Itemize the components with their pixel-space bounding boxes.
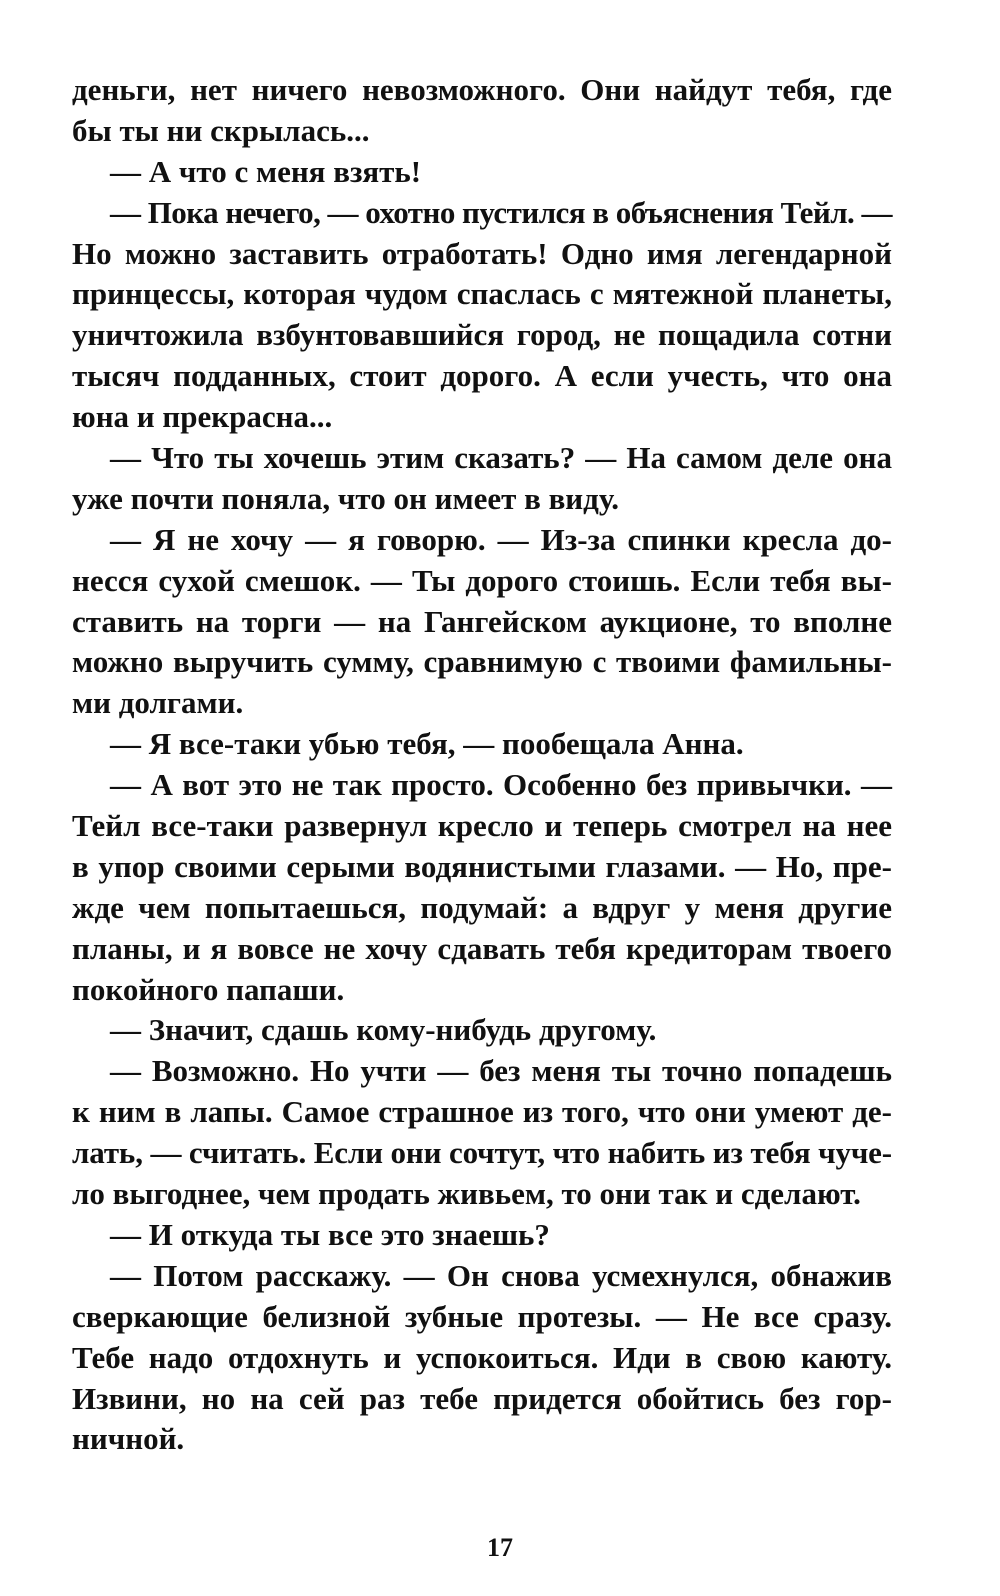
- text-line: — Значит, сдашь кому-нибудь другому.: [110, 1012, 657, 1048]
- text-line: сверкающие белизной зубные протезы. — Не все сразу.: [72, 1298, 892, 1334]
- text-line: в упор своими серыми водянистыми глазами. — Но, пре-: [72, 848, 892, 884]
- text-line: — А вот это не так просто. Особенно без привычки. —: [110, 767, 892, 803]
- text-line: можно выручить сумму, сравнимую с твоими фамильны-: [72, 644, 892, 680]
- text-line: — Возможно. Но учти — без меня ты точно попадешь: [110, 1053, 892, 1089]
- text-line: деньги, нет ничего невозможного. Они найдут тебя, где: [72, 72, 892, 107]
- text-line: Тебе надо отдохнуть и успокоиться. Иди в свою каюту.: [72, 1339, 892, 1375]
- text-line: — Что ты хочешь этим сказать? — На самом деле она: [110, 440, 892, 476]
- text-line: тысяч подданных, стоит дорого. А если учесть, что она: [72, 358, 892, 394]
- text-line: Тейл все-таки развернул кресло и теперь смотрел на нее: [72, 808, 892, 844]
- text-line: бы ты ни скрылась...: [72, 112, 370, 148]
- text-line: — Я не хочу — я говорю. — Из-за спинки кресла до-: [110, 521, 892, 557]
- text-line: ми долгами.: [72, 685, 244, 721]
- text-line: — Я все-таки убью тебя, — пообещала Анна.: [110, 726, 744, 762]
- text-line: Извини, но на сей раз тебе придется обойтись без гор-: [72, 1380, 892, 1416]
- text-line: уже почти поняла, что он имеет в виду.: [72, 480, 619, 516]
- text-line: лать, — считать. Если они сочтут, что набить из тебя чуче-: [72, 1135, 892, 1171]
- text-line: несся сухой смешок. — Ты дорого стоишь. Если тебя вы-: [72, 562, 892, 598]
- text-line: — Потом расскажу. — Он снова усмехнулся, обнажив: [110, 1257, 892, 1293]
- text-line: — А что с меня взять!: [110, 153, 422, 189]
- text-line: — Пока нечего, — охотно пустился в объяснения Тейл. —: [110, 194, 892, 230]
- text-line: Но можно заставить отработать! Одно имя легендарной: [72, 235, 892, 271]
- text-line: планы, и я вовсе не хочу сдавать тебя кредиторам твоего: [72, 930, 892, 966]
- text-line: юна и прекрасна...: [72, 399, 333, 435]
- text-line: жде чем попытаешься, подумай: а вдруг у меня другие: [72, 889, 892, 925]
- text-line: ставить на торги — на Гангейском аукционе, то вполне: [72, 603, 892, 639]
- text-line: принцессы, которая чудом спаслась с мятежной планеты,: [72, 276, 892, 312]
- body-text: [72, 70, 892, 1460]
- page-number: 17: [487, 1533, 513, 1562]
- text-line: — И откуда ты все это знаешь?: [110, 1216, 550, 1252]
- text-line: уничтожила взбунтовавшийся город, не пощадила сотни: [72, 317, 892, 353]
- text-line: покойного папаши.: [72, 971, 345, 1007]
- text-line: ло выгоднее, чем продать живьем, то они так и сделают.: [72, 1176, 861, 1212]
- text-line: ничной.: [72, 1421, 185, 1457]
- text-line: к ним в лапы. Самое страшное из того, что они умеют де-: [72, 1094, 892, 1130]
